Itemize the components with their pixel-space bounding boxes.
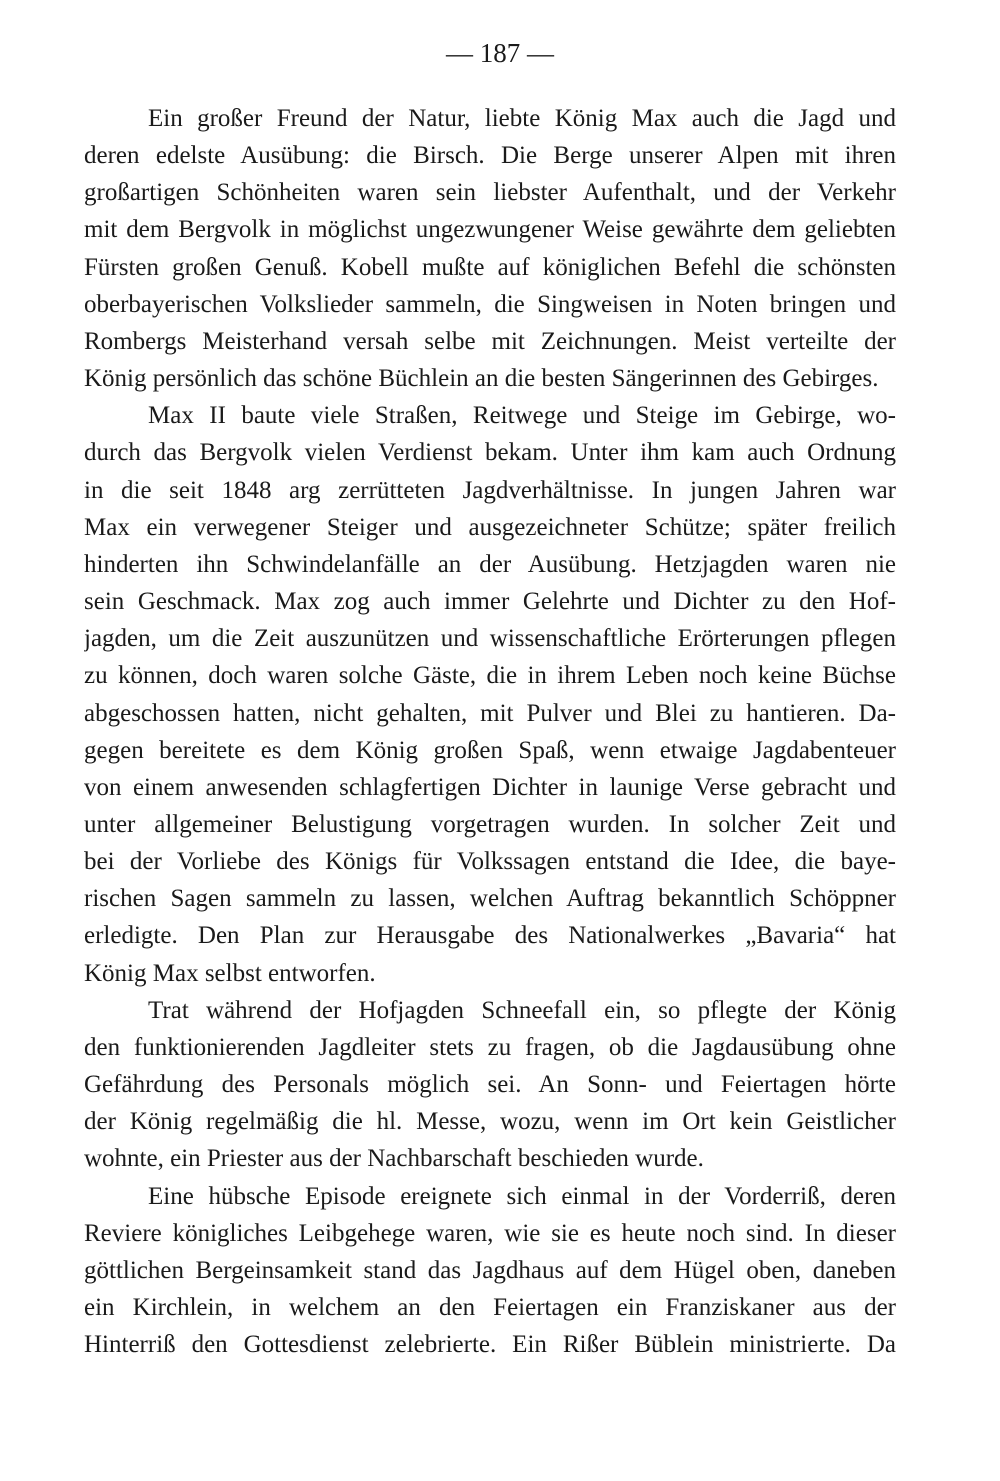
text-line: gegen bereitete es dem König großen Spaß, wenn etwaige Jagdabenteuer [84,736,896,764]
text-line: deren edelste Ausübung: die Birsch. Die Berge unserer Alpen mit ihren [84,142,896,170]
text-line: göttlichen Bergeinsamkeit stand das Jagdhaus auf dem Hügel oben, daneben [84,1256,896,1284]
text-line: Eine hübsche Episode ereignete sich einmal in der Vorderriß, deren [148,1182,896,1210]
text-line: hinderten ihn Schwindelanfälle an der Ausübung. Hetzjagden waren nie [84,550,896,578]
text-line: wohnte, ein Priester aus der Nachbarschaft beschieden wurde. [84,1145,704,1173]
text-line: bei der Vorliebe des Königs für Volkssagen entstand die Idee, die baye- [84,848,896,876]
text-line: Rombergs Meisterhand versah selbe mit Zeichnungen. Meist verteilte der [84,327,896,355]
text-line: ein Kirchlein, in welchem an den Feiertagen ein Franziskaner aus der [84,1294,896,1321]
text-line: Trat während der Hofjagden Schneefall ein, so pflegte der König [148,996,896,1024]
text-line: durch das Bergvolk vielen Verdienst bekam. Unter ihm kam auch Ordnung [84,439,896,467]
text-line: Gefährdung des Personals möglich sei. An Sonn- und Feiertagen hörte [84,1071,896,1099]
text-line: abgeschossen hatten, nicht gehalten, mit Pulver und Blei zu hantieren. Da- [84,699,896,727]
text-line: zu können, doch waren solche Gäste, die in ihrem Leben noch keine Büchse [84,662,896,690]
text-line: den funktionierenden Jagdleiter stets zu fragen, ob die Jagdausübung ohne [84,1033,896,1061]
text-line: großartigen Schönheiten waren sein liebster Aufenthalt, und der Verkehr [84,179,896,207]
text-line: in die seit 1848 arg zerrütteten Jagdverhältnisse. In jungen Jahren war [84,476,896,504]
paragraph [84,992,896,1178]
text-line: sein Geschmack. Max zog auch immer Gelehrte und Dichter zu den Hof- [84,588,896,616]
text-line: Max ein verwegener Steiger und ausgezeichneter Schütze; später freilich [84,513,896,541]
text-line: König Max selbst entworfen. [84,959,376,987]
paragraph [84,100,896,397]
text-line: Max II baute viele Straßen, Reitwege und Steige im Gebirge, wo- [148,402,896,430]
text-line: unter allgemeiner Belustigung vorgetragen wurden. In solcher Zeit und [84,810,896,838]
text-line: von einem anwesenden schlagfertigen Dichter in launige Verse gebracht und [84,773,896,801]
text-line: mit dem Bergvolk in möglichst ungezwungener Weise gewährte dem geliebten [84,216,896,244]
text-line: Ein großer Freund der Natur, liebte König Max auch die Jagd und [148,105,896,132]
body-text [84,100,896,1363]
text-line: König persönlich das schöne Büchlein an die besten Sängerinnen des Gebirges. [84,365,879,393]
paragraph [84,1178,896,1364]
page-number: — 187 — [446,38,554,68]
paragraph [84,397,896,992]
text-line: Hinterriß den Gottesdienst zelebrierte. Ein Rißer Büblein ministrierte. Da [84,1331,896,1359]
text-line: rischen Sagen sammeln zu lassen, welchen Auftrag bekanntlich Schöppner [84,885,896,913]
text-line: Reviere königliches Leibgehege waren, wie sie es heute noch sind. In dieser [84,1219,896,1247]
text-line: erledigte. Den Plan zur Herausgabe des Nationalwerkes „Bavaria“ hat [84,922,896,950]
text-line: jagden, um die Zeit auszunützen und wissenschaftliche Erörterungen pflegen [84,625,896,653]
text-line: der König regelmäßig die hl. Messe, wozu, wenn im Ort kein Geistlicher [84,1108,896,1136]
text-line: oberbayerischen Volkslieder sammeln, die Singweisen in Noten bringen und [84,290,896,318]
text-line: Fürsten großen Genuß. Kobell mußte auf königlichen Befehl die schönsten [84,253,896,281]
